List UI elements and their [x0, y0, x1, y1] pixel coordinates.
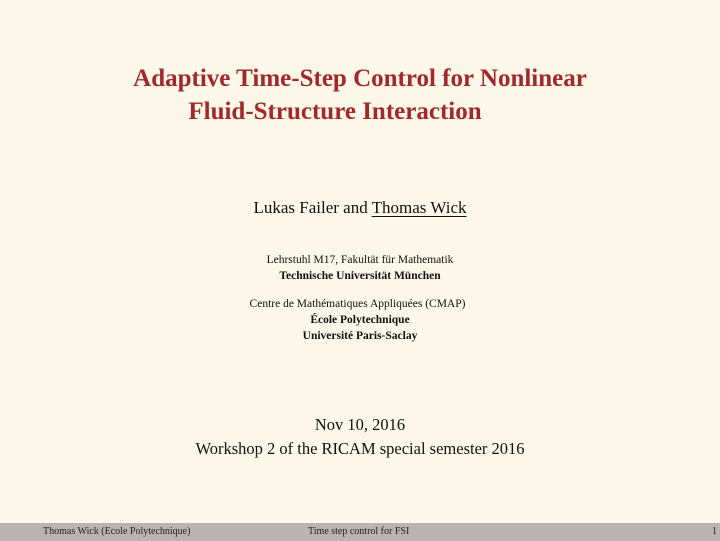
- affiliation-cmap-centre: Centre de Mathématiques Appliquées (CMAP): [249, 298, 466, 310]
- footer-page-number: 1: [712, 526, 717, 537]
- affiliation-cmap: [0, 296, 720, 344]
- event-info: [0, 413, 720, 461]
- event-date: Nov 10, 2016: [314, 415, 406, 434]
- title-line-2: Fluid-Structure Interaction: [188, 98, 482, 125]
- affiliation-tum-department: Lehrstuhl M17, Fakultät für Mathematik: [266, 254, 454, 266]
- footer-short-title: Time step control for FSI: [308, 526, 410, 537]
- affiliation-tum-university: Technische Universität München: [279, 270, 441, 282]
- slide-title: [0, 62, 720, 128]
- event-name: Workshop 2 of the RICAM special semester 2016: [195, 439, 525, 458]
- author-presenter: Thomas Wick: [371, 198, 467, 217]
- footer-author: Thomas Wick (Ecole Polytechnique): [43, 526, 191, 537]
- author-first: Lukas Failer and: [253, 198, 372, 217]
- author-list: [0, 198, 720, 218]
- affiliation-cmap-school: École Polytechnique: [310, 314, 410, 326]
- affiliation-cmap-university: Université Paris-Saclay: [302, 330, 418, 342]
- affiliation-tum: [0, 252, 720, 284]
- title-line-1: Adaptive Time-Step Control for Nonlinear: [133, 65, 587, 92]
- slide-footer: [0, 523, 720, 541]
